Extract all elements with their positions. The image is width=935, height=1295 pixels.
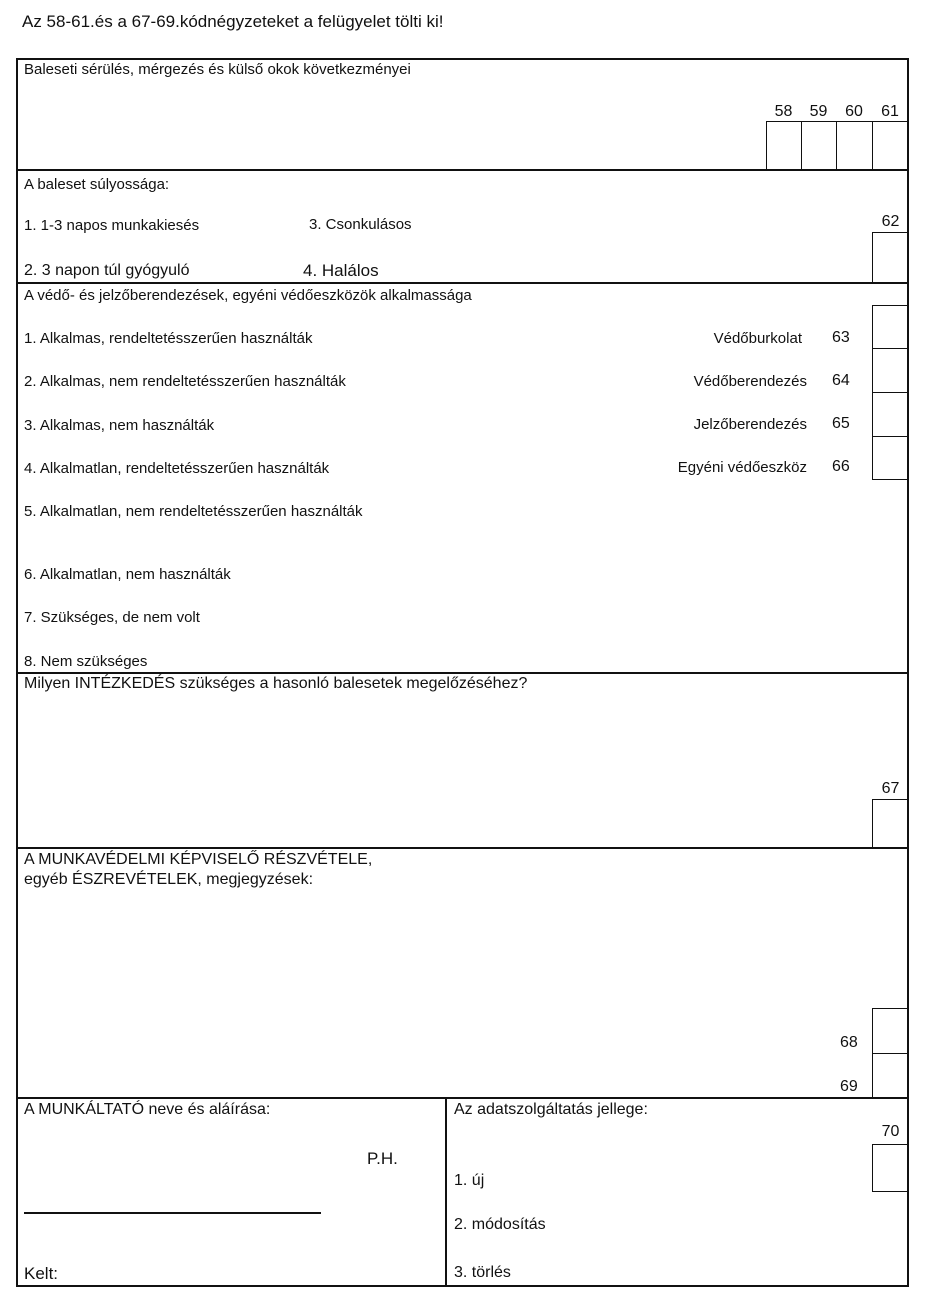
severity-option-2: 2. 3 napon túl gyógyuló [24, 262, 190, 279]
code-69-box[interactable] [872, 1053, 909, 1099]
severity-option-3: 3. Csonkulásos [309, 216, 412, 233]
divider-5 [16, 1097, 909, 1099]
code-70-box[interactable] [872, 1144, 909, 1192]
code-67-box[interactable] [872, 799, 909, 849]
code-59-box[interactable] [801, 121, 837, 171]
suitability-option-7: 7. Szükséges, de nem volt [24, 609, 200, 626]
divider-4 [16, 847, 909, 849]
code-62-box[interactable] [872, 232, 909, 284]
service-option-delete: 3. törlés [454, 1264, 511, 1281]
suitability-option-2: 2. Alkalmas, nem rendeltetésszerűen használták [24, 373, 346, 390]
section4-title: Milyen INTÉZKEDÉS szükséges a hasonló balesetek megelőzéséhez? [24, 675, 528, 692]
service-option-new: 1. új [454, 1172, 485, 1189]
suitability-option-8: 8. Nem szükséges [24, 653, 148, 670]
suitability-option-1: 1. Alkalmas, rendeltetésszerűen használták [24, 330, 313, 347]
item-label-65: Jelzőberendezés [693, 416, 807, 433]
code-69-label: 69 [840, 1078, 858, 1095]
code-61-label: 61 [881, 103, 899, 120]
employer-label: A MUNKÁLTATÓ neve és aláírása: [24, 1101, 271, 1118]
suitability-option-6: 6. Alkalmatlan, nem használták [24, 566, 231, 583]
code-65-label: 65 [832, 415, 850, 432]
section2-title: A baleset súlyossága: [24, 176, 170, 193]
date-label: Kelt: [24, 1264, 59, 1283]
code-63-box[interactable] [872, 305, 909, 349]
code-68-label: 68 [840, 1034, 858, 1051]
divider-3 [16, 672, 909, 674]
section3-title: A védő- és jelzőberendezések, egyéni védőeszközök alkalmassága [24, 287, 472, 304]
code-64-label: 64 [832, 372, 850, 389]
stamp-placeholder: P.H. [367, 1149, 398, 1168]
section5-title-line2: egyéb ÉSZREVÉTELEK, megjegyzések: [24, 871, 314, 888]
code-65-box[interactable] [872, 392, 909, 437]
signature-line [24, 1212, 321, 1214]
code-61-box[interactable] [872, 121, 909, 171]
code-62-label: 62 [881, 213, 900, 230]
code-67-label: 67 [881, 780, 900, 797]
suitability-option-4: 4. Alkalmatlan, rendeltetésszerűen használták [24, 460, 330, 477]
service-option-modify: 2. módosítás [454, 1216, 546, 1233]
item-label-66: Egyéni védőeszköz [677, 459, 807, 476]
code-59-label: 59 [809, 103, 828, 120]
form-instruction: Az 58-61.és a 67-69.kódnégyzeteket a felügyelet tölti ki! [22, 12, 444, 31]
code-64-box[interactable] [872, 348, 909, 393]
section5-title-line1: A MUNKAVÉDELMI KÉPVISELŐ RÉSZVÉTELE, [24, 851, 373, 868]
suitability-option-3: 3. Alkalmas, nem használták [24, 417, 215, 434]
code-70-label: 70 [881, 1123, 900, 1140]
item-label-63: Védőburkolat [713, 330, 802, 347]
code-63-label: 63 [832, 329, 850, 346]
code-58-box[interactable] [766, 121, 802, 171]
severity-option-1: 1. 1-3 napos munkakiesés [24, 217, 200, 234]
severity-option-4: 4. Halálos [303, 261, 379, 280]
service-type-title: Az adatszolgáltatás jellege: [454, 1101, 648, 1118]
code-58-label: 58 [774, 103, 793, 120]
code-68-box[interactable] [872, 1008, 909, 1054]
code-66-box[interactable] [872, 436, 909, 480]
code-60-label: 60 [845, 103, 863, 120]
section1-title: Baleseti sérülés, mérgezés és külső okok következményei [24, 61, 411, 78]
item-label-64: Védőberendezés [693, 373, 807, 390]
code-60-box[interactable] [836, 121, 873, 171]
code-66-label: 66 [832, 458, 850, 475]
divider-vertical [445, 1097, 447, 1287]
divider-2 [16, 282, 909, 284]
suitability-option-5: 5. Alkalmatlan, nem rendeltetésszerűen használták [24, 503, 363, 520]
